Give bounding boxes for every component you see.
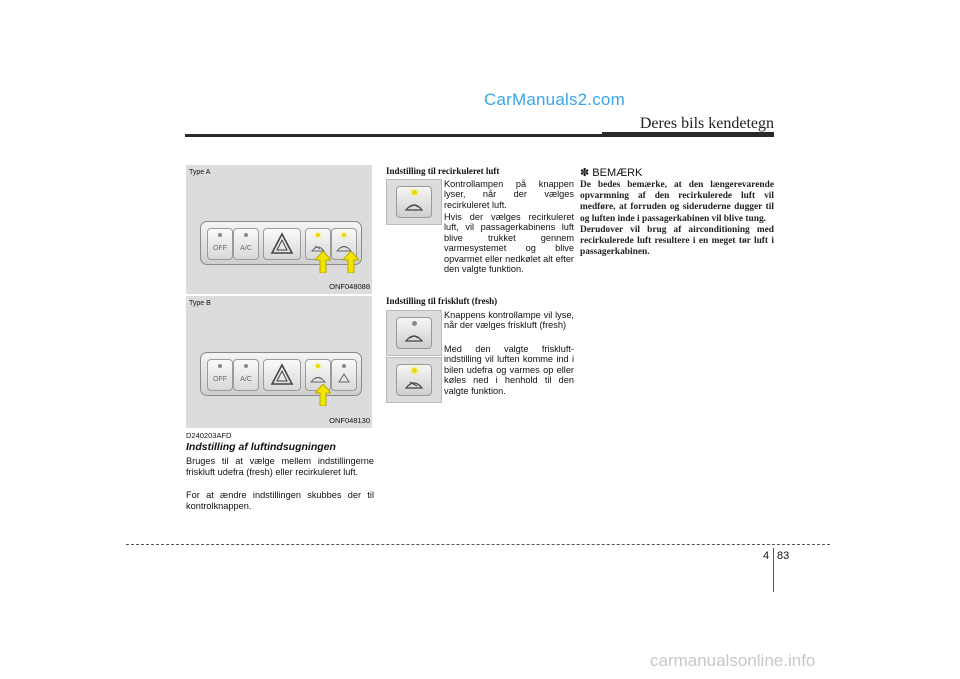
figure-type-b xyxy=(186,296,372,428)
arrow-up-icon xyxy=(343,251,359,273)
hazard-button xyxy=(263,228,301,260)
arrow-up-icon xyxy=(315,251,331,273)
ac-button xyxy=(233,359,259,391)
fresh-button-off-image xyxy=(396,317,432,349)
fresh-button-on-figure xyxy=(386,357,442,403)
page-header-title: Deres bils kendetegn xyxy=(639,115,774,132)
fresh-heading: Indstilling til friskluft (fresh) xyxy=(386,296,498,306)
off-button xyxy=(207,359,233,391)
left-paragraph-1: Bruges til at vælge mellem indstillingerne friskluft udefra (fresh) eller recirkuleret luft. xyxy=(186,456,374,477)
off-label: OFF xyxy=(213,245,227,252)
note-paragraph-1: De bedes bemærke, at den længerevarende opvarmning af den recirkulerede luft vil medføre, at forruden og sideruderne dugger til og luften inde i passagerkabinen vil blive tung. xyxy=(580,180,774,224)
ac-label: A/C xyxy=(240,245,252,252)
section-title: Indstilling af luftindsugningen xyxy=(186,441,336,453)
left-paragraph-2: For at ændre indstillingen skubbes der til kontrolknappen. xyxy=(186,490,374,511)
section-code: D240203AFD xyxy=(186,431,232,440)
hazard-button xyxy=(263,359,301,391)
recirc-button-figure xyxy=(386,179,442,225)
recirculate-icon xyxy=(397,187,431,217)
ac-button xyxy=(233,228,259,260)
climate-panel-a xyxy=(200,221,362,265)
recirc-text-1: Kontrollampen på knappen lyser, når der vælges recirkuleret luft. xyxy=(444,179,574,210)
watermark-bottom: carmanualsonline.info xyxy=(650,651,816,670)
figure-b-code: ONF048130 xyxy=(329,416,370,425)
ac-label: A/C xyxy=(240,376,252,383)
footer-dashed-rule xyxy=(126,544,830,545)
header-rule-thick xyxy=(602,132,774,137)
chapter-number: 4 xyxy=(763,550,770,562)
hazard-triangle-icon xyxy=(264,229,300,259)
note-title: ✽ BEMÆRK xyxy=(580,167,643,179)
recirc-text-2: Hvis der vælges recirkuleret luft, vil passagerkabinens luft blive trukket gennem varmesystemet og blive opvarmet eller nedkølet alt efter den valgte funktion. xyxy=(444,212,574,275)
type-a-label: Type A xyxy=(189,169,211,176)
arrow-up-icon xyxy=(315,384,331,406)
page-number: 83 xyxy=(777,550,790,562)
note-body xyxy=(580,180,774,258)
off-button xyxy=(207,228,233,260)
note-paragraph-2: Derudover vil brug af airconditioning med recirkulerede luft resultere i en meget tør luft i passagerkabinen. xyxy=(580,224,774,258)
fresh-air-icon xyxy=(397,365,431,395)
fresh-button-on-image xyxy=(396,364,432,396)
off-label: OFF xyxy=(213,376,227,383)
fresh-button-off-figure xyxy=(386,310,442,356)
climate-panel-b xyxy=(200,352,362,396)
fresh-text-2: Med den valgte friskluft-indstilling vil luften komme ind i bilen udefra og varmes op eller køles ned i henhold til den valgte funktion. xyxy=(444,344,574,396)
figure-type-a xyxy=(186,165,372,294)
recirc-button-image xyxy=(396,186,432,218)
auto-button xyxy=(331,359,357,391)
figure-a-code: ONF048088 xyxy=(329,282,370,291)
fresh-text-1: Knappens kontrollampe vil lyse, når der vælges friskluft (fresh) xyxy=(444,310,574,331)
type-b-label: Type B xyxy=(189,300,211,307)
hazard-triangle-icon xyxy=(264,360,300,390)
watermark-top: CarManuals2.com xyxy=(484,90,625,109)
page-number-divider xyxy=(773,548,774,592)
recirculate-icon xyxy=(397,318,431,348)
recirc-heading: Indstilling til recirkuleret luft xyxy=(386,166,500,176)
